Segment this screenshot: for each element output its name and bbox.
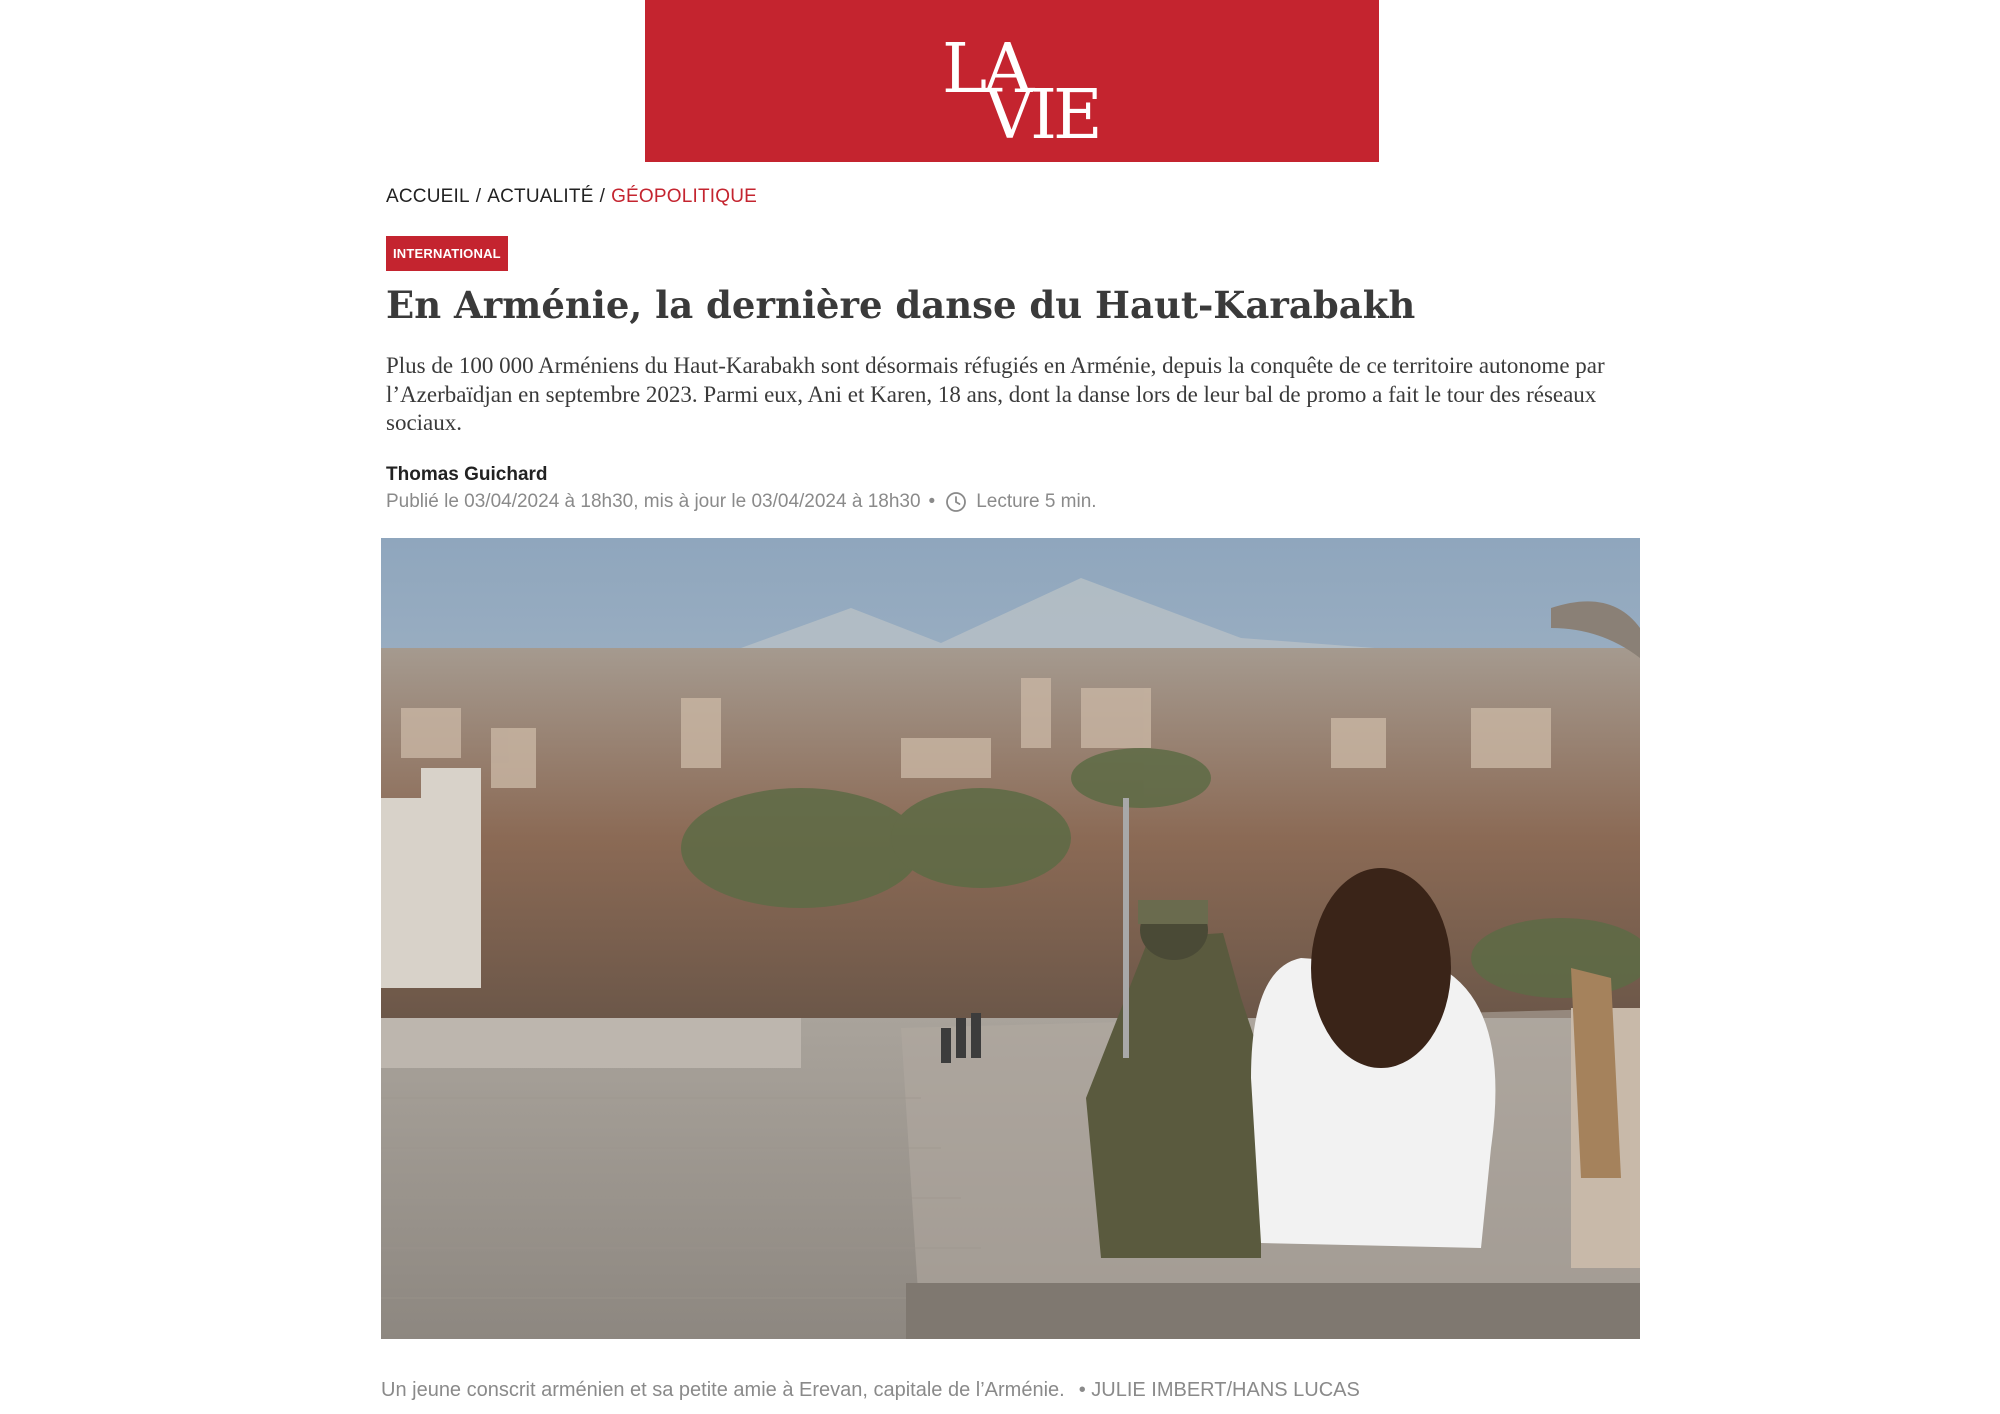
category-tag[interactable]: INTERNATIONAL bbox=[386, 236, 508, 271]
article-lede: Plus de 100 000 Arméniens du Haut-Karabakh sont désormais réfugiés en Arménie, depuis la conquête de ce territoire autonome par l’Azerbaïdjan en septembre 2023. Parmi eux, Ani et Karen, 18 ans, dont la danse lors de leur bal de promo a fait le tour des réseaux sociaux. bbox=[386, 353, 1605, 435]
photo-credit: • JULIE IMBERT/HANS LUCAS bbox=[1078, 1379, 1360, 1401]
breadcrumb-geopolitics[interactable]: GÉOPOLITIQUE bbox=[611, 186, 758, 207]
article-title: En Arménie, la dernière danse du Haut-Karabakh bbox=[386, 283, 1416, 327]
logo-line-2: VIE bbox=[985, 76, 1099, 155]
caption-text: Un jeune conscrit arménien et sa petite amie à Erevan, capitale de l’Arménie. bbox=[381, 1379, 1065, 1401]
breadcrumb-separator: / bbox=[475, 186, 482, 207]
publish-date: Publié le 03/04/2024 à 18h30, mis à jour le 03/04/2024 à 18h30 bbox=[386, 491, 921, 512]
author-name[interactable]: Thomas Guichard bbox=[386, 464, 548, 485]
logo-line-1: LA bbox=[942, 30, 1029, 109]
la-vie-logo[interactable] bbox=[645, 0, 1379, 162]
clock-icon bbox=[945, 491, 967, 513]
masthead bbox=[645, 0, 1379, 162]
reading-time: Lecture 5 min. bbox=[976, 491, 1097, 512]
photo-caption bbox=[381, 1379, 1360, 1402]
article-meta bbox=[386, 491, 1097, 513]
breadcrumb bbox=[386, 186, 757, 208]
breadcrumb-separator: / bbox=[599, 186, 606, 207]
article-photo[interactable] bbox=[381, 538, 1640, 1339]
meta-separator: • bbox=[928, 491, 936, 512]
breadcrumb-news[interactable]: ACTUALITÉ bbox=[487, 186, 594, 207]
breadcrumb-home[interactable]: ACCUEIL bbox=[386, 186, 470, 207]
